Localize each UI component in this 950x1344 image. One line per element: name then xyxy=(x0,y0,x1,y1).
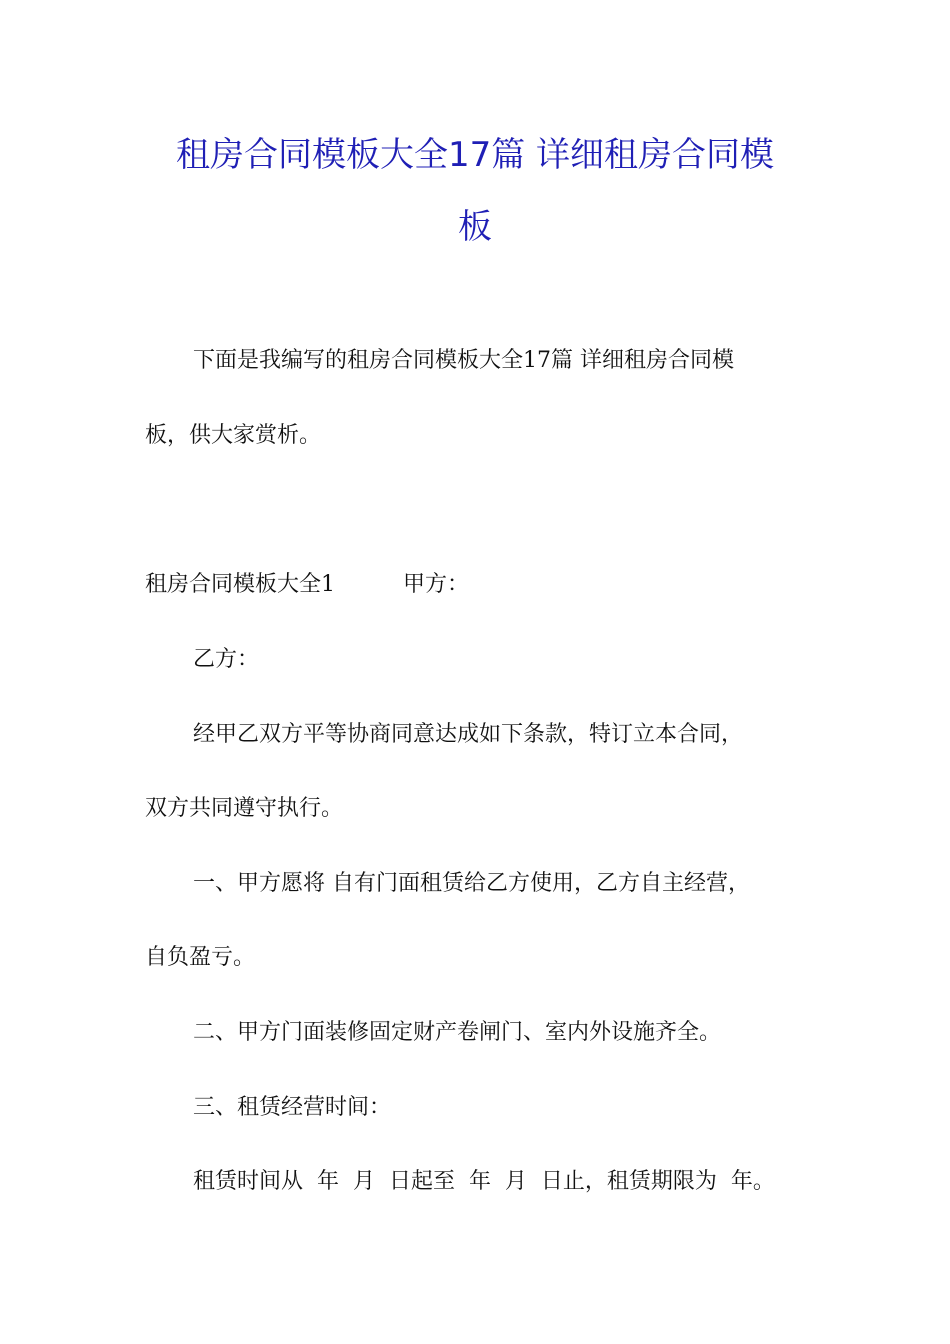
intro-line1: 下面是我编写的租房合同模板大全17篇 详细租房合同模 xyxy=(193,348,734,373)
clause1-line2: 自负盈亏。 xyxy=(145,945,256,970)
agreement-line1: 经甲乙双方平等协商同意达成如下条款，特订立本合同， xyxy=(193,722,744,747)
clause3: 三、租赁经营时间： xyxy=(193,1095,392,1120)
party-b-label: 乙方： xyxy=(193,647,260,672)
document-title-line2: 板 xyxy=(458,207,492,247)
agreement-line2: 双方共同遵守执行。 xyxy=(145,796,344,821)
lease-period: 租赁时间从 年 月 日起至 年 月 日止，租赁期限为 年。 xyxy=(193,1169,775,1194)
intro-line2: 板，供大家赏析。 xyxy=(145,423,322,448)
section-heading: 租房合同模板大全1 xyxy=(145,572,335,597)
clause2: 二、甲方门面装修固定财产卷闸门、室内外设施齐全。 xyxy=(193,1020,722,1045)
document-title-line1: 租房合同模板大全17篇 详细租房合同模 xyxy=(175,135,775,175)
party-a-label: 甲方： xyxy=(403,572,470,597)
clause1-line1: 一、甲方愿将 自有门面租赁给乙方使用，乙方自主经营， xyxy=(193,871,750,896)
